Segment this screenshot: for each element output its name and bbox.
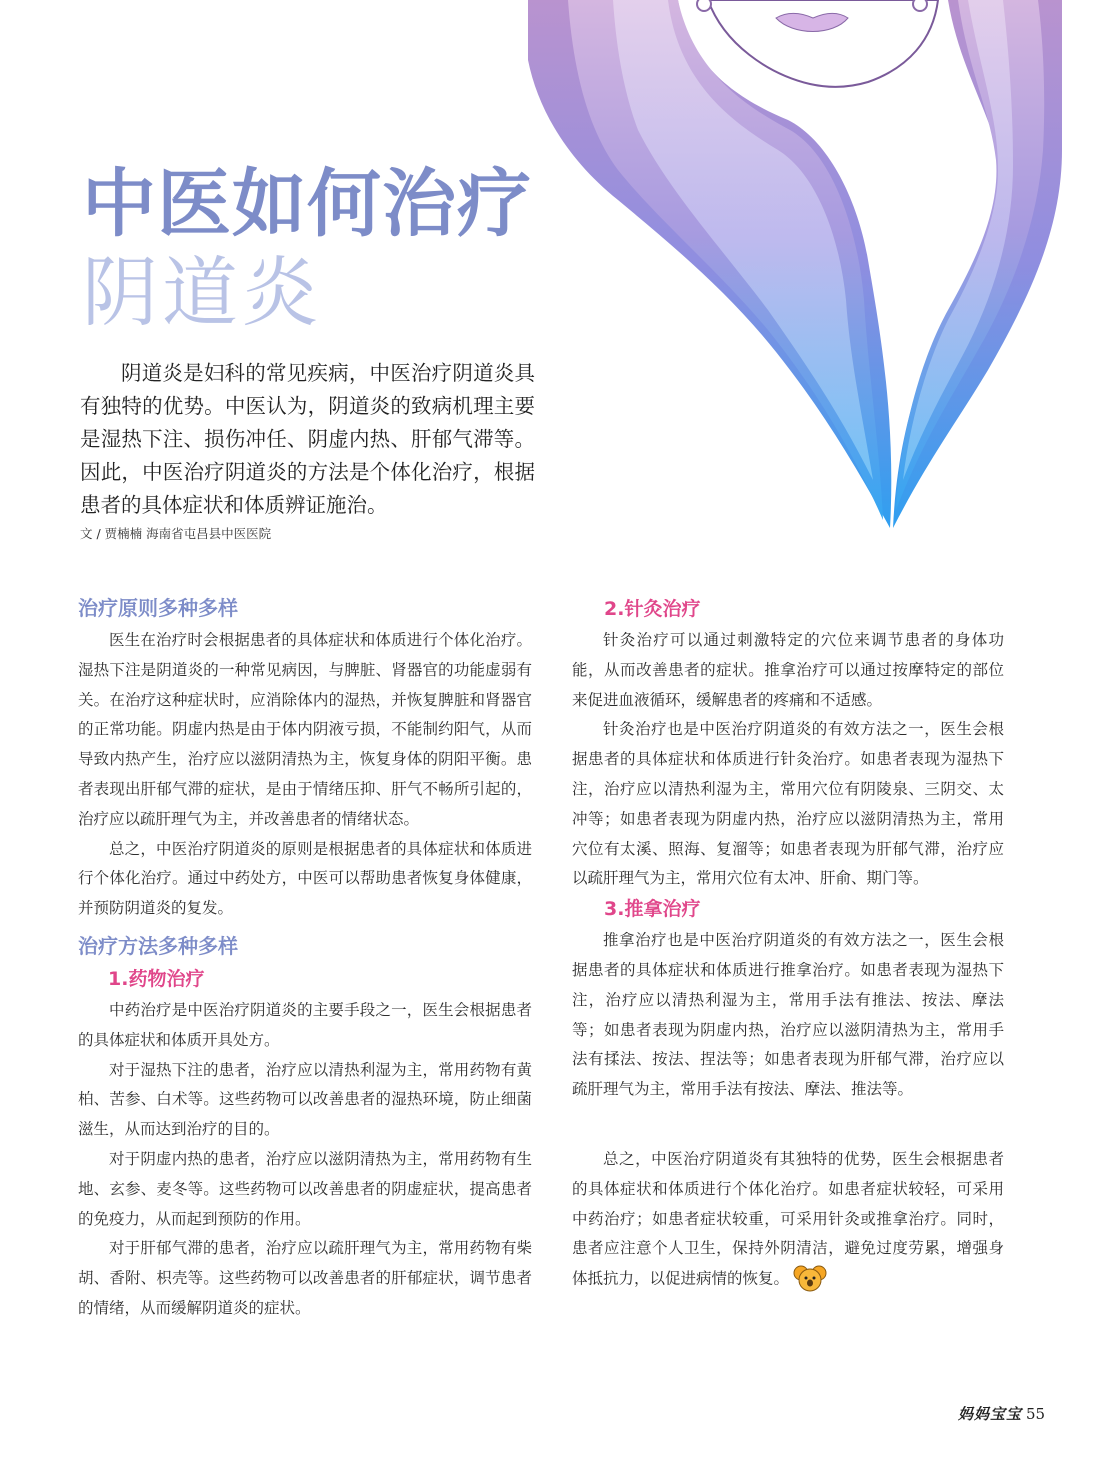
page-title-line1: 中医如何治疗 bbox=[82, 161, 532, 247]
page-footer bbox=[958, 1404, 1045, 1424]
section-heading-principles: 治疗原则多种多样 bbox=[78, 596, 238, 620]
paragraph: 对于湿热下注的患者，治疗应以清热利湿为主，常用药物有黄柏、苦参、白术等。这些药物可以改善患者的湿热环境，防止细菌滋生，从而达到治疗的目的。 bbox=[78, 1060, 532, 1139]
paragraph: 针灸治疗可以通过刺激特定的穴位来调节患者的身体功能，从而改善患者的症状。推拿治疗可以通过按摩特定的部位来促进血液循环，缓解患者的疼痛和不适感。 bbox=[572, 631, 1004, 709]
paragraph: 总之，中医治疗阴道炎的原则是根据患者的具体症状和体质进行个体化治疗。通过中药处方，中医可以帮助患者恢复身体健康，并预防阴道炎的复发。 bbox=[78, 839, 532, 918]
conclusion-paragraph bbox=[572, 1145, 1004, 1294]
paragraph: 对于阴虚内热的患者，治疗应以滋阴清热为主，常用药物有生地、玄参、麦冬等。这些药物可以改善患者的阴虚症状，提高患者的免疫力，从而起到预防的作用。 bbox=[78, 1149, 532, 1228]
woman-hair-illustration bbox=[528, 0, 1062, 530]
paragraph: 推拿治疗也是中医治疗阴道炎的有效方法之一，医生会根据患者的具体症状和体质进行推拿治疗。如患者表现为湿热下注，治疗应以清热利湿为主，常用手法有推法、按法、摩法等；如患者表现为阴虚内热，治疗应以滋阴清热为主，常用手法有揉法、按法、捏法等；如患者表现为肝郁气滞，治疗应以疏肝理气为主，常用手法有按法、摩法、推法等。 bbox=[572, 931, 1004, 1099]
byline: 文 / 贾楠楠 海南省屯昌县中医医院 bbox=[80, 526, 272, 541]
subheading-medicine: 1.药物治疗 bbox=[108, 967, 205, 990]
magazine-name: 妈妈宝宝 bbox=[958, 1405, 1023, 1423]
conclusion-text: 总之，中医治疗阴道炎有其独特的优势，医生会根据患者的具体症状和体质进行个体化治疗。如患者症状较轻，可采用中药治疗；如患者症状较重，可采用针灸或推拿治疗。同时，患者应注意个人卫生，保持外阴清洁，避免过度劳累，增强身体抵抗力，以促进病情的恢复。 bbox=[572, 1149, 1004, 1288]
paragraph: 针灸治疗也是中医治疗阴道炎的有效方法之一，医生会根据患者的具体症状和体质进行针灸治疗。如患者表现为湿热下注，治疗应以清热利湿为主，常用穴位有阴陵泉、三阴交、太冲等；如患者表现为阴虚内热，治疗应以滋阴清热为主，常用穴位有太溪、照海、复溜等；如患者表现为肝郁气滞，治疗应以疏肝理气为主，常用穴位有太冲、肝俞、期门等。 bbox=[572, 720, 1004, 888]
paragraph: 中药治疗是中医治疗阴道炎的主要手段之一，医生会根据患者的具体症状和体质开具处方。 bbox=[78, 1000, 532, 1049]
lead-paragraph: 阴道炎是妇科的常见疾病，中医治疗阴道炎具有独特的优势。中医认为，阴道炎的致病机理主要是湿热下注、损伤冲任、阴虚内热、肝郁气滞等。因此，中医治疗阴道炎的方法是个体化治疗，根据患者的具体症状和体质辨证施治。 bbox=[80, 361, 535, 517]
koala-icon bbox=[793, 1264, 827, 1294]
subheading-massage: 3.推拿治疗 bbox=[604, 898, 701, 921]
right-column bbox=[572, 594, 1004, 1294]
page-title-line2: 阴道炎 bbox=[82, 248, 322, 337]
section-heading-methods: 治疗方法多种多样 bbox=[78, 933, 238, 958]
page-number: 55 bbox=[1026, 1405, 1046, 1423]
left-column bbox=[78, 594, 532, 1324]
subheading-acupuncture: 2.针灸治疗 bbox=[604, 598, 701, 620]
paragraph: 医生在治疗时会根据患者的具体症状和体质进行个体化治疗。湿热下注是阴道炎的一种常见病因，与脾脏、肾器官的功能虚弱有关。在治疗这种症状时，应消除体内的湿热，并恢复脾脏和肾器官的正常功能。阴虚内热是由于体内阴液亏损，不能制约阳气，从而导致内热产生，治疗应以滋阴清热为主，恢复身体的阴阳平衡。患者表现出肝郁气滞的症状，是由于情绪压抑、肝气不畅所引起的，治疗应以疏肝理气为主，并改善患者的情绪状态。 bbox=[78, 631, 532, 828]
paragraph: 对于肝郁气滞的患者，治疗应以疏肝理气为主，常用药物有柴胡、香附、枳壳等。这些药物可以改善患者的肝郁症状，调节患者的情绪，从而缓解阴道炎的症状。 bbox=[78, 1239, 532, 1317]
